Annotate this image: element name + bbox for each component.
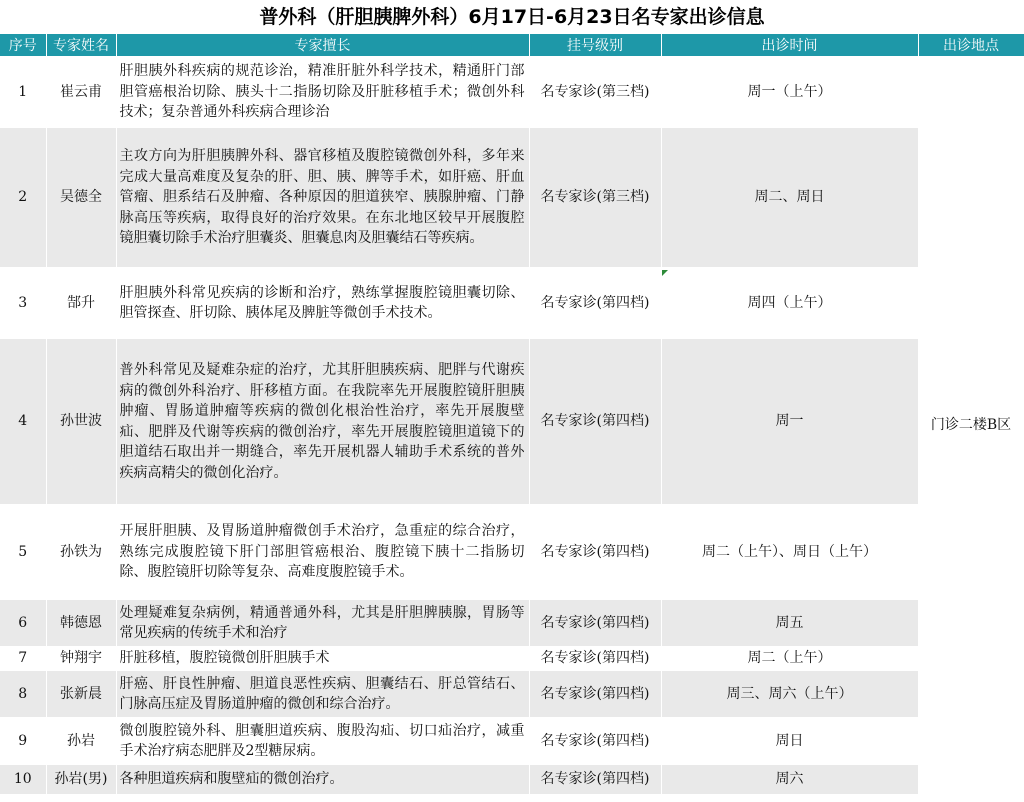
row-time: 周二、周日 xyxy=(661,128,918,268)
row-expertise: 普外科常见及疑难杂症的治疗，尤其肝胆胰疾病、肥胖与代谢疾病的微创外科治疗、肝移植方面。在我院率先开展腹腔镜肝胆胰肿瘤、胃肠道肿瘤等疾病的微创化根治性治疗，率先开展腹壁疝、肥胖及代谢等疾病的微创治疗，率先开展腹腔镜胆道镜下的胆道结石取出并一期缝合，率先开展机器人辅助手术系统的普外疾病高精尖的微创化治疗。 xyxy=(116,339,529,505)
row-time: 周三、周六（上午） xyxy=(661,671,918,718)
row-level: 名专家诊(第四档) xyxy=(529,647,661,671)
row-number: 7 xyxy=(0,647,46,671)
row-level: 名专家诊(第四档) xyxy=(529,718,661,765)
row-name: 钟翔宇 xyxy=(46,647,116,671)
row-level: 名专家诊(第三档) xyxy=(529,57,661,128)
row-name: 孙岩(男) xyxy=(46,765,116,795)
header-location: 出诊地点 xyxy=(918,34,1024,57)
row-level: 名专家诊(第四档) xyxy=(529,600,661,647)
row-time: 周一（上午） xyxy=(661,57,918,128)
header-number: 序号 xyxy=(0,34,46,57)
row-number: 8 xyxy=(0,671,46,718)
row-number: 1 xyxy=(0,57,46,128)
row-time: 周六 xyxy=(661,765,918,795)
comment-indicator-icon xyxy=(662,270,668,276)
row-time: 周日 xyxy=(661,718,918,765)
row-number: 5 xyxy=(0,505,46,600)
row-level: 名专家诊(第四档) xyxy=(529,671,661,718)
row-expertise: 肝胆胰外科疾病的规范诊治，精准肝脏外科学技术，精通肝门部胆管癌根治切除、胰头十二指肠切除及肝脏移植手术；微创外科技术；复杂普通外科疾病合理诊治 xyxy=(116,57,529,128)
table-row xyxy=(0,718,1024,765)
location-cell: 门诊二楼B区 xyxy=(918,57,1024,795)
table-row xyxy=(0,128,1024,268)
row-time: 周二（上午）、周日（上午） xyxy=(661,505,918,600)
row-level: 名专家诊(第四档) xyxy=(529,268,661,339)
row-expertise: 肝脏移植，腹腔镜微创肝胆胰手术 xyxy=(116,647,529,671)
row-expertise: 各种胆道疾病和腹壁疝的微创治疗。 xyxy=(116,765,529,795)
table-row xyxy=(0,765,1024,795)
row-number: 9 xyxy=(0,718,46,765)
header-name: 专家姓名 xyxy=(46,34,116,57)
row-expertise: 肝癌、肝良性肿瘤、胆道良恶性疾病、胆囊结石、肝总管结石、门脉高压症及胃肠道肿瘤的微创和综合治疗。 xyxy=(116,671,529,718)
row-name: 郜升 xyxy=(46,268,116,339)
row-expertise: 处理疑难复杂病例，精通普通外科，尤其是肝胆脾胰腺，胃肠等常见疾病的传统手术和治疗 xyxy=(116,600,529,647)
table-row xyxy=(0,339,1024,505)
row-expertise: 主攻方向为肝胆胰脾外科、器官移植及腹腔镜微创外科，多年来完成大量高难度及复杂的肝、胆、胰、脾等手术，如肝癌、肝血管瘤、胆系结石及肿瘤、各种原因的胆道狭窄、胰腺肿瘤、门静脉高压等疾病，取得良好的治疗效果。在东北地区较早开展腹腔镜胆囊切除手术治疗胆囊炎、胆囊息肉及胆囊结石等疾病。 xyxy=(116,128,529,268)
row-time: 周五 xyxy=(661,600,918,647)
row-name: 孙岩 xyxy=(46,718,116,765)
row-number: 3 xyxy=(0,268,46,339)
table-row xyxy=(0,505,1024,600)
table-row xyxy=(0,600,1024,647)
row-name: 韩德恩 xyxy=(46,600,116,647)
table-row xyxy=(0,647,1024,671)
row-time: 周一 xyxy=(661,339,918,505)
header-expertise: 专家擅长 xyxy=(116,34,529,57)
table-header-row xyxy=(0,34,1024,57)
row-number: 10 xyxy=(0,765,46,795)
row-expertise: 微创腹腔镜外科、胆囊胆道疾病、腹股沟疝、切口疝治疗，减重手术治疗病态肥胖及2型糖尿病。 xyxy=(116,718,529,765)
row-level: 名专家诊(第三档) xyxy=(529,128,661,268)
row-expertise: 开展肝胆胰、及胃肠道肿瘤微创手术治疗，急重症的综合治疗，熟练完成腹腔镜下肝门部胆管癌根治、腹腔镜下胰十二指肠切除、腹腔镜肝切除等复杂、高难度腹腔镜手术。 xyxy=(116,505,529,600)
row-time: 周四（上午） xyxy=(661,268,918,339)
header-level: 挂号级别 xyxy=(529,34,661,57)
header-time: 出诊时间 xyxy=(661,34,918,57)
table-row xyxy=(0,671,1024,718)
row-time: 周二（上午） xyxy=(661,647,918,671)
row-name: 孙铁为 xyxy=(46,505,116,600)
row-level: 名专家诊(第四档) xyxy=(529,339,661,505)
row-level: 名专家诊(第四档) xyxy=(529,505,661,600)
row-name: 孙世波 xyxy=(46,339,116,505)
row-name: 崔云甫 xyxy=(46,57,116,128)
table-row xyxy=(0,268,1024,339)
row-expertise: 肝胆胰外科常见疾病的诊断和治疗，熟练掌握腹腔镜胆囊切除、胆管探查、肝切除、胰体尾及脾脏等微创手术技术。 xyxy=(116,268,529,339)
row-number: 4 xyxy=(0,339,46,505)
table-row xyxy=(0,57,1024,128)
row-level: 名专家诊(第四档) xyxy=(529,765,661,795)
row-name: 张新晨 xyxy=(46,671,116,718)
row-number: 2 xyxy=(0,128,46,268)
expert-schedule-table xyxy=(0,34,1024,795)
page-title: 普外科（肝胆胰脾外科）6月17日-6月23日名专家出诊信息 xyxy=(259,6,765,28)
row-number: 6 xyxy=(0,600,46,647)
row-name: 吴德全 xyxy=(46,128,116,268)
